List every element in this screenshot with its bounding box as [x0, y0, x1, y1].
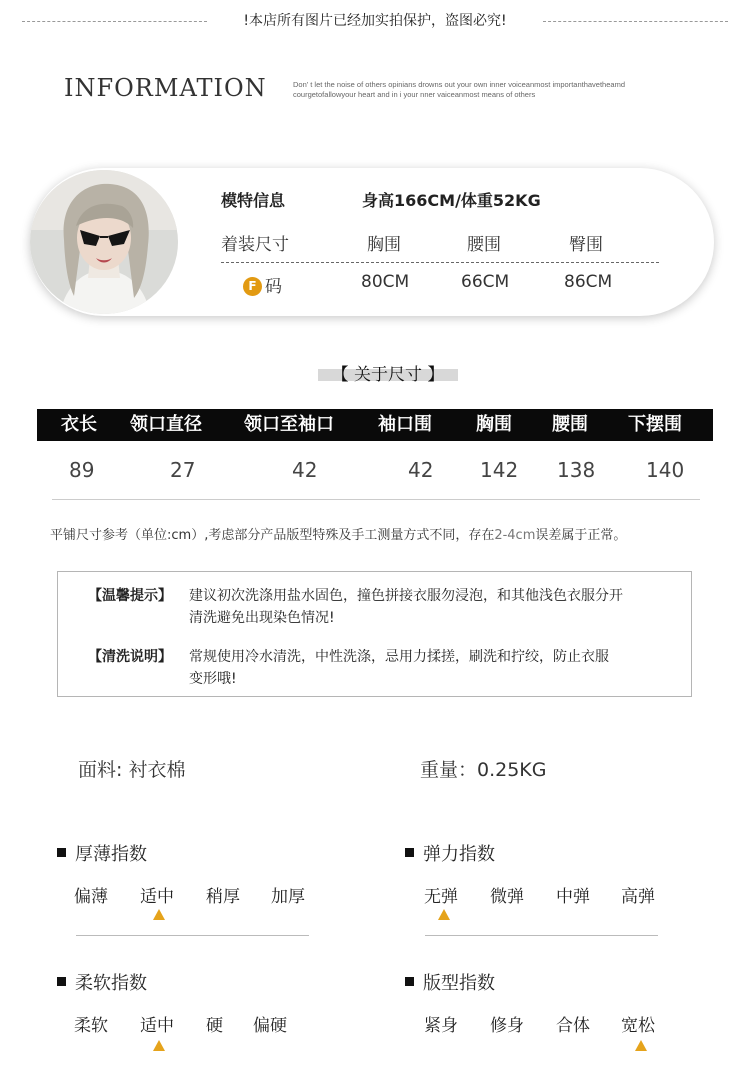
tip-wash-instructions-body — [189, 646, 689, 690]
col-cuff: 袖口围 — [378, 414, 432, 435]
elasticity-option-2: 微弹 — [490, 887, 524, 907]
fit-index-title: 版型指数 — [405, 969, 495, 995]
softness-option-3: 硬 — [206, 1016, 223, 1036]
fit-option-2: 修身 — [490, 1016, 524, 1036]
wearing-size-header: 着装尺寸 — [221, 235, 289, 255]
val-length: 89 — [69, 458, 95, 482]
fit-option-3: 合体 — [556, 1016, 590, 1036]
model-height-weight: 身高166CM/体重52KG — [362, 191, 541, 210]
model-card-divider — [221, 262, 659, 263]
information-subtitle-line-1: Don’ t let the noise of others opinians drowns out your own inner voiceanmost importanthavetheamd — [293, 80, 625, 89]
elasticity-option-3: 中弹 — [556, 887, 590, 907]
col-length: 衣长 — [61, 414, 97, 435]
thickness-scale-line — [76, 935, 309, 936]
val-neck-to-cuff: 42 — [292, 458, 318, 482]
elasticity-index-title: 弹力指数 — [405, 840, 495, 866]
size-note-tolerance: 2-4cm — [494, 528, 536, 543]
model-avatar — [30, 170, 178, 314]
val-hem: 140 — [646, 458, 685, 482]
softness-index-title: 柔软指数 — [57, 969, 147, 995]
softness-option-1: 柔软 — [74, 1016, 108, 1036]
square-bullet-icon — [405, 848, 414, 857]
col-waist: 腰围 — [552, 414, 588, 435]
size-f-badge: F — [243, 277, 262, 296]
hip-value: 86CM — [564, 272, 613, 292]
val-cuff: 42 — [408, 458, 434, 482]
softness-option-4: 偏硬 — [253, 1016, 287, 1036]
size-suffix: 码 — [265, 277, 282, 297]
about-size-heading — [318, 362, 458, 388]
tip-warm-reminder-line-2: 清洗避免出现染色情况! — [189, 610, 335, 626]
val-waist: 138 — [557, 458, 596, 482]
square-bullet-icon — [405, 977, 414, 986]
information-title: INFORMATION — [64, 74, 267, 102]
size-note-pre: 平铺尺寸参考（单位:cm）,考虑部分产品版型特殊及手工测量方式不同，存在 — [50, 528, 495, 543]
elasticity-selected-marker-icon — [438, 909, 450, 920]
square-bullet-icon — [57, 848, 66, 857]
size-note-post: 误差属于正常。 — [535, 528, 627, 543]
size-note — [50, 524, 626, 543]
softness-selected-marker-icon — [153, 1040, 165, 1051]
fit-option-4: 宽松 — [621, 1016, 655, 1036]
chest-value: 80CM — [361, 272, 410, 292]
copyright-notice — [0, 10, 750, 32]
tip-wash-instructions — [88, 646, 609, 687]
col-neck-diameter: 领口直径 — [130, 414, 202, 435]
fit-option-1: 紧身 — [424, 1016, 458, 1036]
waist-header: 腰围 — [467, 235, 501, 255]
size-table-divider — [52, 499, 700, 500]
information-subtitle-line-2: courgetofallowyour heart and in i your nner vaiceanmost means of others — [293, 90, 536, 99]
chest-header: 胸围 — [367, 235, 401, 255]
tip-wash-instructions-line-1: 常规使用冷水清洗，中性洗涤，忌用力揉搓，刷洗和拧绞，防止衣服 — [189, 649, 609, 665]
elasticity-scale-line — [425, 935, 658, 936]
val-neck-diameter: 27 — [170, 458, 196, 482]
tip-warm-reminder-label: 【温馨提示】 — [88, 588, 172, 604]
col-hem: 下摆围 — [628, 414, 682, 435]
tip-warm-reminder — [88, 585, 623, 626]
tip-warm-reminder-line-1: 建议初次洗涤用盐水固色，撞色拼接衣服勿浸泡，和其他浅色衣服分开 — [189, 588, 623, 604]
col-neck-to-cuff: 领口至袖口 — [244, 414, 334, 435]
thickness-option-3: 稍厚 — [206, 887, 240, 907]
about-size-title: 【 关于尺寸 】 — [331, 365, 445, 385]
fabric-info: 面料: 衬衣棉 — [78, 759, 186, 781]
notice-divider-right — [543, 21, 728, 22]
model-portrait-image — [30, 170, 178, 314]
square-bullet-icon — [57, 977, 66, 986]
elasticity-option-4: 高弹 — [621, 887, 655, 907]
model-info-label: 模特信息 — [221, 191, 286, 210]
weight-info: 重量：0.25KG — [420, 759, 547, 781]
information-subtitle — [293, 80, 713, 100]
softness-option-2: 适中 — [140, 1016, 174, 1036]
val-chest: 142 — [480, 458, 519, 482]
size-table-header — [37, 409, 713, 441]
thickness-selected-marker-icon — [153, 909, 165, 920]
care-tips-box — [57, 571, 692, 697]
thickness-index-title: 厚薄指数 — [57, 840, 147, 866]
thickness-option-4: 加厚 — [271, 887, 305, 907]
thickness-option-2: 适中 — [140, 887, 174, 907]
tip-wash-instructions-label: 【清洗说明】 — [88, 649, 172, 665]
col-chest: 胸围 — [476, 414, 512, 435]
notice-divider-left — [22, 21, 207, 22]
thickness-option-1: 偏薄 — [74, 887, 108, 907]
hip-header: 臀围 — [569, 235, 603, 255]
notice-text: !本店所有图片已经加实拍保护，盗图必究! — [243, 13, 507, 29]
tip-wash-instructions-line-2: 变形哦! — [189, 671, 237, 687]
tip-warm-reminder-body — [189, 585, 689, 629]
elasticity-option-1: 无弹 — [424, 887, 458, 907]
fit-selected-marker-icon — [635, 1040, 647, 1051]
wearing-size-value — [243, 272, 282, 297]
waist-value: 66CM — [461, 272, 510, 292]
